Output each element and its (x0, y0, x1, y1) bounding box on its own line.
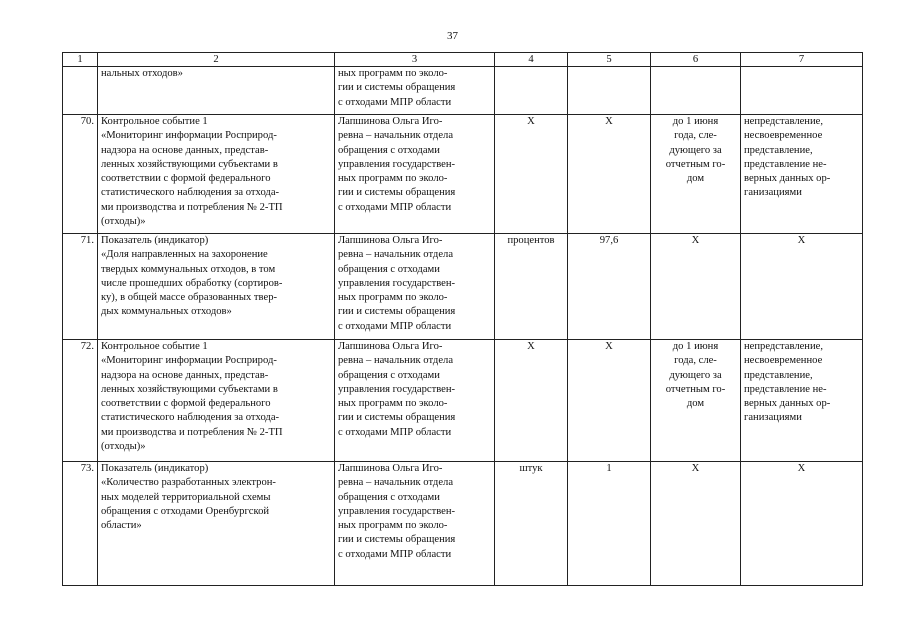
cell-line: с отходами МПР области (338, 548, 452, 560)
cell-line: дующего за (669, 144, 722, 156)
cell-line: верных данных ор- (744, 173, 831, 185)
cell-deadline (651, 234, 741, 340)
cell-deadline (651, 340, 741, 462)
cell-line: ленных хозяйствующими субъектами в (101, 383, 278, 395)
cell-line: обращения с отходами (338, 144, 440, 156)
cell-line: до 1 июня (672, 116, 719, 127)
cell-line: управления государствен- (338, 505, 456, 517)
cell-line: Контрольное событие 1 (101, 116, 208, 127)
cell-num: 73. (63, 462, 98, 586)
cell-line: статистического наблюдения за отхода- (101, 412, 280, 424)
cell-responsible (335, 67, 495, 115)
cell-line: (отходы)» (101, 441, 146, 453)
cell-description (98, 234, 335, 340)
cell-unit (495, 67, 568, 115)
cell-num: 72. (63, 340, 98, 462)
cell-line: нальных отходов» (101, 68, 183, 79)
cell-num: 71. (63, 234, 98, 340)
cell-line: Х (691, 235, 700, 246)
cell-line: Лапшинова Ольга Иго- (338, 235, 443, 246)
cell-line: «Количество разработанных электрон- (101, 477, 276, 489)
cell-value: Х (568, 340, 651, 462)
cell-line: управления государствен- (338, 158, 456, 170)
cell-line: «Мониторинг информации Росприрод- (101, 355, 277, 367)
cell-line: непредставление, (744, 116, 823, 127)
cell-line: Показатель (индикатор) (101, 235, 209, 246)
cell-line: представление не- (744, 383, 827, 395)
cell-risk (741, 462, 863, 586)
cell-line: надзора на основе данных, представ- (101, 369, 269, 381)
cell-line: отчетным го- (665, 158, 726, 170)
cell-line: Контрольное событие 1 (101, 341, 208, 352)
cell-line: твердых коммунальных отходов, в том (101, 263, 276, 275)
cell-line: дующего за (669, 369, 722, 381)
cell-line: «Доля направленных на захоронение (101, 249, 268, 261)
cell-line: (отходы)» (101, 216, 146, 228)
cell-line: ревна – начальник отдела (338, 130, 454, 142)
cell-num: 70. (63, 115, 98, 234)
cell-line: обращения с отходами (338, 369, 440, 381)
cell-line: верных данных ор- (744, 398, 831, 410)
cell-line: ганизациями (744, 187, 802, 199)
cell-line: ку), в общей массе образованных твер- (101, 292, 278, 304)
cell-line: ленных хозяйствующими субъектами в (101, 158, 278, 170)
cell-num (63, 67, 98, 115)
cell-line: Х (797, 463, 806, 474)
cell-line: Х (797, 235, 806, 246)
table-row (63, 115, 863, 234)
cell-unit: Х (495, 115, 568, 234)
cell-line: гии и системы обращения (338, 306, 456, 318)
cell-line: управления государствен- (338, 383, 456, 395)
cell-line: ных программ по эколо- (338, 173, 448, 185)
header-col-3: 3 (335, 53, 495, 67)
cell-description (98, 115, 335, 234)
cell-description (98, 67, 335, 115)
cell-risk (741, 340, 863, 462)
cell-risk (741, 234, 863, 340)
cell-risk (741, 115, 863, 234)
cell-description (98, 340, 335, 462)
cell-deadline (651, 115, 741, 234)
cell-line: соответствии с формой федерального (101, 398, 271, 410)
cell-line: управления государствен- (338, 277, 456, 289)
cell-line: ных моделей территориальной схемы (101, 491, 271, 503)
cell-line: числе прошедших обработку (сортиров- (101, 277, 283, 289)
table-row (63, 340, 863, 462)
cell-responsible (335, 115, 495, 234)
header-row (63, 53, 863, 67)
cell-line: с отходами МПР области (338, 426, 452, 438)
cell-line: представление не- (744, 158, 827, 170)
cell-value: 97,6 (568, 234, 651, 340)
cell-line: «Мониторинг информации Росприрод- (101, 130, 277, 142)
cell-line: ревна – начальник отдела (338, 355, 454, 367)
cell-value: 1 (568, 462, 651, 586)
header-col-5: 5 (568, 53, 651, 67)
cell-line: гии и системы обращения (338, 534, 456, 546)
continuation-row (63, 67, 863, 115)
cell-line: ревна – начальник отдела (338, 249, 454, 261)
cell-line: дом (686, 173, 705, 185)
cell-line: Лапшинова Ольга Иго- (338, 116, 443, 127)
cell-line: несвоевременное (744, 355, 823, 367)
cell-line: обращения с отходами (338, 263, 440, 275)
cell-line: области» (101, 520, 142, 532)
cell-line: ных программ по эколо- (338, 292, 448, 304)
cell-line: соответствии с формой федерального (101, 173, 271, 185)
cell-risk (741, 67, 863, 115)
cell-line: года, сле- (674, 130, 717, 142)
cell-line: статистического наблюдения за отхода- (101, 187, 280, 199)
header-col-6: 6 (651, 53, 741, 67)
cell-unit: штук (495, 462, 568, 586)
cell-line: обращения с отходами Оренбургской (101, 505, 270, 517)
cell-description (98, 462, 335, 586)
page-number: 37 (447, 30, 458, 42)
cell-responsible (335, 340, 495, 462)
cell-line: гии и системы обращения (338, 82, 456, 94)
cell-line: до 1 июня (672, 341, 719, 352)
cell-line: гии и системы обращения (338, 187, 456, 199)
cell-line: надзора на основе данных, представ- (101, 144, 269, 156)
cell-line: непредставление, (744, 341, 823, 352)
cell-line: ми производства и потребления № 2-ТП (101, 426, 283, 438)
cell-responsible (335, 234, 495, 340)
table-row (63, 234, 863, 340)
cell-unit: Х (495, 340, 568, 462)
cell-line: дом (686, 398, 705, 410)
cell-line: Лапшинова Ольга Иго- (338, 341, 443, 352)
header-col-2: 2 (98, 53, 335, 67)
header-col-4: 4 (495, 53, 568, 67)
cell-line: представление, (744, 369, 813, 381)
cell-line: гии и системы обращения (338, 412, 456, 424)
cell-value: Х (568, 115, 651, 234)
header-col-7: 7 (741, 53, 863, 67)
cell-line: ревна – начальник отдела (338, 477, 454, 489)
cell-line: с отходами МПР области (338, 201, 452, 213)
cell-deadline (651, 462, 741, 586)
header-col-1: 1 (63, 53, 98, 67)
cell-value (568, 67, 651, 115)
cell-line: обращения с отходами (338, 491, 440, 503)
cell-line: Лапшинова Ольга Иго- (338, 463, 443, 474)
cell-line: ганизациями (744, 412, 802, 424)
cell-line: ми производства и потребления № 2-ТП (101, 201, 283, 213)
cell-line: года, сле- (674, 355, 717, 367)
document-table (62, 52, 863, 586)
cell-line: ных программ по эколо- (338, 398, 448, 410)
cell-line: Показатель (индикатор) (101, 463, 209, 474)
cell-line: несвоевременное (744, 130, 823, 142)
cell-unit: процентов (495, 234, 568, 340)
cell-line: дых коммунальных отходов» (101, 306, 232, 318)
cell-responsible (335, 462, 495, 586)
cell-line: с отходами МПР области (338, 96, 452, 108)
cell-line: представление, (744, 144, 813, 156)
cell-line: с отходами МПР области (338, 320, 452, 332)
cell-line: Х (691, 463, 700, 474)
cell-line: отчетным го- (665, 383, 726, 395)
cell-line: ных программ по эколо- (338, 520, 448, 532)
cell-deadline (651, 67, 741, 115)
table-row (63, 462, 863, 586)
cell-line: ных программ по эколо- (338, 68, 448, 79)
